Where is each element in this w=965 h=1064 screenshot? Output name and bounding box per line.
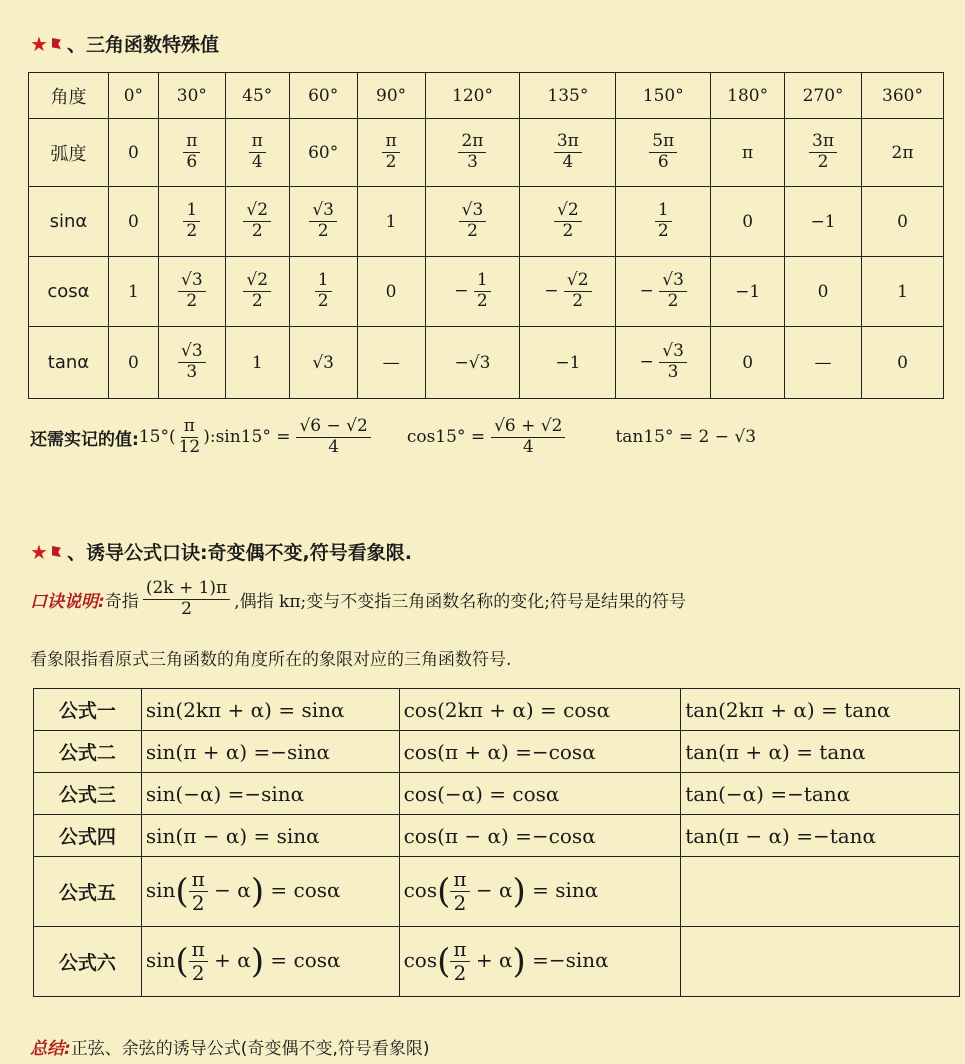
table-cell: 60° (289, 119, 357, 187)
table-row (29, 327, 944, 399)
mnemonic-line1 (30, 580, 965, 619)
fraction: $\frac{3\pi}{2}$ (809, 133, 837, 172)
table-cell: −1 (520, 327, 616, 399)
formula-tan: tan(π − α) =−tanα (681, 815, 960, 857)
table-cell (520, 187, 616, 257)
table-cell: 1 (357, 187, 425, 257)
fraction: $\frac{√3}{3}$ (659, 343, 687, 382)
mnemonic-text2: ,偶指 kπ;变与不变指三角函数名称的变化;符号是结果的符号 (234, 591, 686, 612)
fraction: $\frac{√3}{2}$ (178, 272, 206, 311)
formula-row (34, 815, 960, 857)
fraction: $\frac{\pi}{2}$ (189, 869, 208, 914)
note-sin-label: ):sin15° = (203, 427, 291, 447)
section2-title: 、诱导公式口诀:奇变偶不变,符号看象限. (66, 542, 412, 564)
row-header: 弧度 (29, 119, 109, 187)
section2-heading (30, 538, 412, 565)
extra-values-note (30, 412, 950, 462)
table-cell: −1 (711, 257, 785, 327)
empty-cell (681, 857, 960, 927)
row-header: 角度 (29, 73, 109, 119)
formula-name: 公式三 (34, 773, 142, 815)
formula-cos: cos(π − α) =−cosα (399, 815, 681, 857)
summary-label: 总结: (30, 1039, 71, 1059)
table-cell: 270° (785, 73, 862, 119)
fraction: $\frac{\pi}{2}$ (189, 939, 208, 984)
table-cell: 0 (108, 327, 158, 399)
fraction: $\frac{\pi}{4}$ (249, 133, 266, 172)
note-frac: $\frac{\pi}{12}$ (178, 415, 201, 457)
formula-row (34, 927, 960, 997)
row-header: cosα (29, 257, 109, 327)
table-cell (158, 327, 225, 399)
section1-heading (30, 30, 219, 57)
formula-name: 公式四 (34, 815, 142, 857)
table-cell: 60° (289, 73, 357, 119)
empty-cell (681, 927, 960, 997)
table-cell: 45° (225, 73, 289, 119)
note-cos-label: cos15° = (406, 427, 486, 447)
table-cell (785, 119, 862, 187)
table-cell: 150° (616, 73, 711, 119)
table-cell: 30° (158, 73, 225, 119)
note-sin-frac: $\frac{√6 - √2}{4}$ (296, 418, 370, 457)
fraction: $\frac{1}{2}$ (315, 272, 332, 311)
formula-row (34, 731, 960, 773)
table-cell (520, 119, 616, 187)
fraction: $\frac{\pi}{6}$ (183, 133, 200, 172)
fraction: $\frac{√3}{3}$ (178, 343, 206, 382)
star-icon: ★ (30, 31, 48, 56)
table-cell (357, 119, 425, 187)
fraction: $\frac{\pi}{2}$ (450, 869, 469, 914)
fraction: $\frac{√2}{2}$ (554, 202, 582, 241)
formula-sin: sin( $\frac{\pi}{2}$ − α) = cosα (141, 857, 399, 927)
table-cell: 1 (225, 327, 289, 399)
note-cos-frac: $\frac{√6 + √2}{4}$ (491, 418, 565, 457)
table-cell (616, 187, 711, 257)
note-tan: tan15° = 2 − √3 (615, 427, 757, 447)
table-cell (616, 119, 711, 187)
special-values-table (28, 72, 944, 399)
mnemonic-frac: $\frac{(2k + 1)\pi}{2}$ (143, 580, 230, 619)
flag-icon (52, 546, 61, 557)
summary-text: 正弦、余弦的诱导公式(奇变偶不变,符号看象限) (70, 1039, 430, 1059)
table-cell: − $\frac{√3}{3}$ (616, 327, 711, 399)
table-cell (158, 187, 225, 257)
table-cell: 180° (711, 73, 785, 119)
formula-sin: sin(π − α) = sinα (141, 815, 399, 857)
table-row (29, 257, 944, 327)
formula-row (34, 857, 960, 927)
formula-cos: cos( $\frac{\pi}{2}$ + α) =−sinα (399, 927, 681, 997)
mnemonic-text1: 奇指 (104, 591, 139, 612)
formula-tan: tan(2kπ + α) = tanα (681, 689, 960, 731)
fraction: $\frac{2\pi}{3}$ (458, 133, 486, 172)
formula-cos: cos(π + α) =−cosα (399, 731, 681, 773)
fraction: $\frac{√3}{2}$ (659, 272, 687, 311)
fraction: $\frac{1}{2}$ (183, 202, 200, 241)
fraction: $\frac{1}{2}$ (474, 272, 491, 311)
formula-name: 公式六 (34, 927, 142, 997)
table-row (29, 119, 944, 187)
table-cell: 0 (711, 327, 785, 399)
table-cell (158, 257, 225, 327)
table-cell: 360° (862, 73, 944, 119)
formula-sin: sin(π + α) =−sinα (141, 731, 399, 773)
formula-sin: sin( $\frac{\pi}{2}$ + α) = cosα (141, 927, 399, 997)
table-cell: 0 (785, 257, 862, 327)
row-header: sinα (29, 187, 109, 257)
note-label: 还需实记的值: (30, 429, 139, 450)
fraction: $\frac{\pi}{2}$ (450, 939, 469, 984)
table-cell: 90° (357, 73, 425, 119)
table-row (29, 187, 944, 257)
mnemonic-line2: 看象限指看原式三角函数的角度所在的象限对应的三角函数符号. (30, 650, 512, 670)
table-cell: 1 (862, 257, 944, 327)
fraction: $\frac{√2}{2}$ (243, 202, 271, 241)
table-cell: — (357, 327, 425, 399)
induction-formulas-table (33, 688, 960, 997)
table-cell (225, 187, 289, 257)
formula-name: 公式一 (34, 689, 142, 731)
formula-row (34, 689, 960, 731)
fraction: $\frac{√3}{2}$ (309, 202, 337, 241)
note-deg: 15°( (138, 427, 176, 447)
table-cell: 0 (108, 119, 158, 187)
table-cell: √3 (289, 327, 357, 399)
table-cell (425, 119, 520, 187)
table-cell: 0 (711, 187, 785, 257)
table-cell (289, 257, 357, 327)
formula-tan: tan(−α) =−tanα (681, 773, 960, 815)
table-cell: 2π (862, 119, 944, 187)
formula-tan: tan(π + α) = tanα (681, 731, 960, 773)
fraction: $\frac{1}{2}$ (655, 202, 672, 241)
mnemonic-label: 口诀说明: (30, 591, 105, 612)
table-cell: −√3 (425, 327, 520, 399)
table-cell: −1 (785, 187, 862, 257)
flag-icon (52, 38, 61, 49)
table-row (29, 73, 944, 119)
table-cell (225, 119, 289, 187)
formula-cos: cos( $\frac{\pi}{2}$ − α) = sinα (399, 857, 681, 927)
table-cell (425, 187, 520, 257)
table-cell: − $\frac{1}{2}$ (425, 257, 520, 327)
table-cell: 0 (357, 257, 425, 327)
table-cell: − $\frac{√2}{2}$ (520, 257, 616, 327)
formula-name: 公式五 (34, 857, 142, 927)
formula-cos: cos(−α) = cosα (399, 773, 681, 815)
table-cell: 1 (108, 257, 158, 327)
star-icon: ★ (30, 539, 48, 564)
table-cell: 0° (108, 73, 158, 119)
fraction: $\frac{\pi}{2}$ (382, 133, 399, 172)
formula-sin: sin(−α) =−sinα (141, 773, 399, 815)
formula-row (34, 773, 960, 815)
row-header: tanα (29, 327, 109, 399)
table-cell: 120° (425, 73, 520, 119)
table-cell: — (785, 327, 862, 399)
table-cell (158, 119, 225, 187)
formula-sin: sin(2kπ + α) = sinα (141, 689, 399, 731)
fraction: $\frac{√2}{2}$ (564, 272, 592, 311)
fraction: $\frac{3\pi}{4}$ (554, 133, 582, 172)
fraction: $\frac{√3}{2}$ (459, 202, 487, 241)
table-cell: 135° (520, 73, 616, 119)
table-cell: − $\frac{√3}{2}$ (616, 257, 711, 327)
table-cell (225, 257, 289, 327)
table-cell: π (711, 119, 785, 187)
formula-name: 公式二 (34, 731, 142, 773)
section1-title: 、三角函数特殊值 (66, 34, 219, 56)
table-cell (289, 187, 357, 257)
table-cell: 0 (108, 187, 158, 257)
formula-cos: cos(2kπ + α) = cosα (399, 689, 681, 731)
fraction: $\frac{5\pi}{6}$ (649, 133, 677, 172)
fraction: $\frac{√2}{2}$ (243, 272, 271, 311)
table-cell: 0 (862, 327, 944, 399)
summary (30, 1034, 429, 1059)
table-cell: 0 (862, 187, 944, 257)
